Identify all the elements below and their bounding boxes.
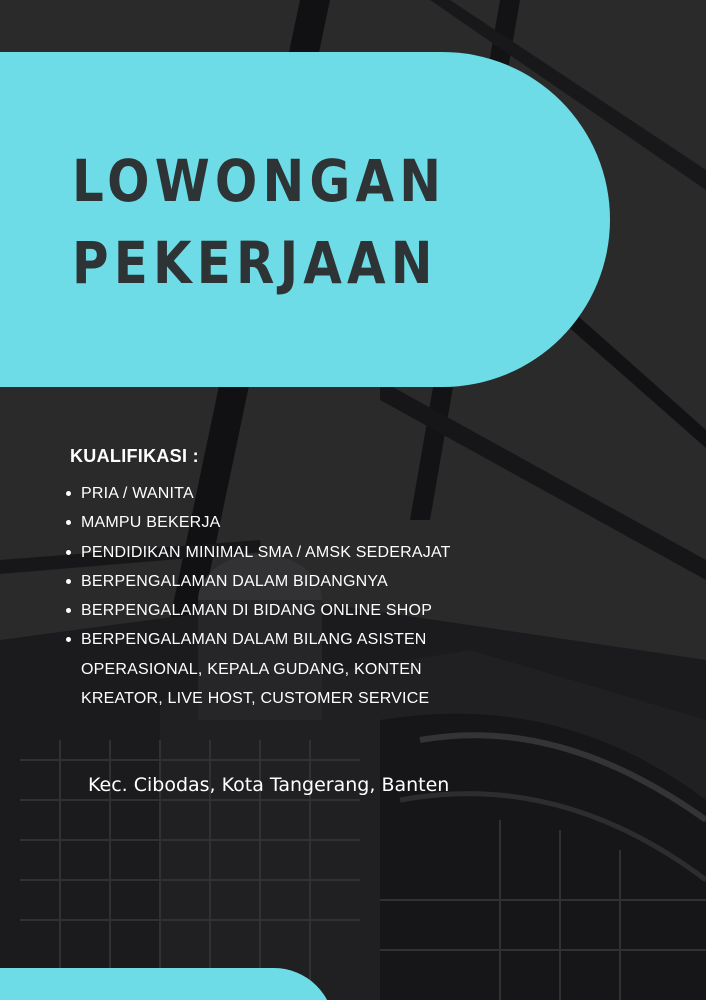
qualifications-list xyxy=(62,479,462,713)
list-item xyxy=(62,625,462,713)
list-item xyxy=(62,596,462,625)
list-item-text: BERPENGALAMAN DALAM BILANG ASISTEN OPERASIONAL, KEPALA GUDANG, KONTEN KREATOR, LIVE HOST, CUSTOMER SERVICE xyxy=(81,631,430,708)
list-item-text: MAMPU BEKERJA xyxy=(81,514,221,532)
bullet-icon xyxy=(66,637,71,642)
page-title xyxy=(72,140,446,304)
list-item xyxy=(62,538,462,567)
bullet-icon xyxy=(66,608,71,613)
list-item xyxy=(62,479,462,508)
location-text: Kec. Cibodas, Kota Tangerang, Banten xyxy=(88,774,450,796)
headline-line-2: PEKERJAAN xyxy=(72,229,438,297)
bottom-accent-band xyxy=(0,968,334,1000)
bullet-icon xyxy=(66,491,71,496)
bullet-icon xyxy=(66,579,71,584)
list-item xyxy=(62,567,462,596)
list-item xyxy=(62,508,462,537)
list-item-text: BERPENGALAMAN DI BIDANG ONLINE SHOP xyxy=(81,602,433,620)
list-item-text: PRIA / WANITA xyxy=(81,485,194,502)
headline-line-1: LOWONGAN xyxy=(72,147,447,215)
qualifications-heading: KUALIFIKASI : xyxy=(70,446,199,466)
bullet-icon xyxy=(66,550,71,555)
bullet-icon xyxy=(66,520,71,525)
list-item-text: PENDIDIKAN MINIMAL SMA / AMSK SEDERAJAT xyxy=(81,543,451,561)
list-item-text: BERPENGALAMAN DALAM BIDANGNYA xyxy=(81,572,388,590)
